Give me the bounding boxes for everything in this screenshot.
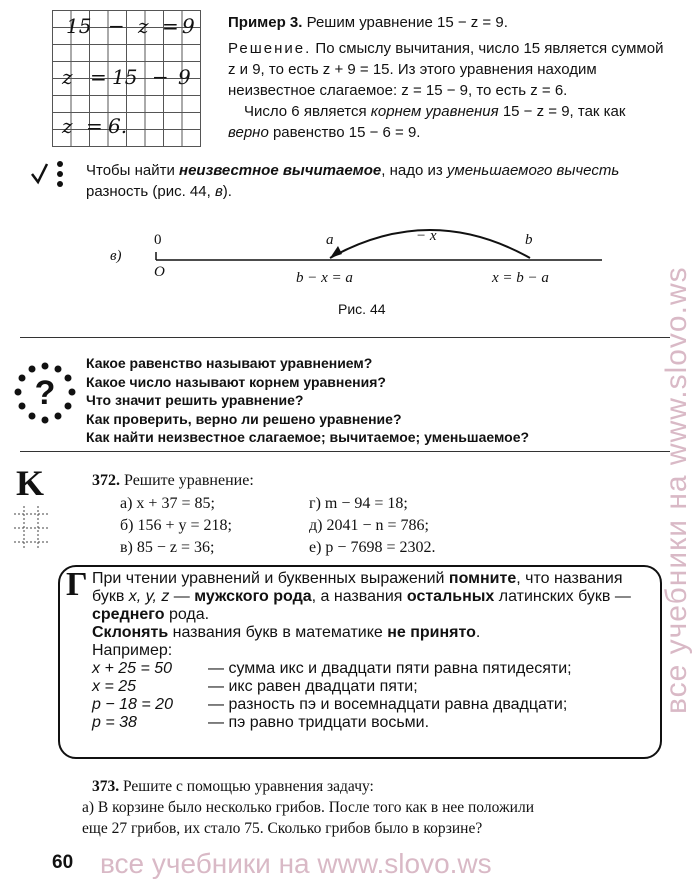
zero-label: 0 bbox=[154, 232, 162, 248]
hw-eq2: = bbox=[90, 65, 107, 89]
hw-15b: 15 bbox=[112, 65, 138, 89]
root-text-c: 15 − z = 9, так как bbox=[498, 103, 626, 120]
example-title: Пример 3. bbox=[228, 14, 303, 31]
hw-z2: z bbox=[62, 65, 73, 89]
check-rule-icon bbox=[30, 156, 70, 196]
hw-eq3: = bbox=[86, 114, 103, 138]
watermark-side: все учебники на www.slovo.ws bbox=[660, 266, 693, 714]
hw-9: 9 bbox=[182, 14, 195, 38]
notebook-grid bbox=[52, 10, 201, 147]
hw-15: 15 bbox=[66, 14, 92, 38]
equation-f: е) p − 7698 = 2302. bbox=[309, 539, 436, 556]
example-heading: Например: bbox=[92, 642, 173, 659]
svg-text:?: ? bbox=[34, 374, 56, 412]
question-item: Какое число называют корнем уравнения? bbox=[86, 373, 386, 390]
example-3 bbox=[228, 12, 668, 143]
rule-minuend: уменьшаемого вычесть bbox=[446, 162, 620, 179]
hw-6: 6. bbox=[108, 114, 128, 138]
question-item: Как найти неизвестное слагаемое; вычитаемое; уменьшаемое? bbox=[86, 429, 530, 445]
solution-text: По смыслу вычитания, число 15 является суммой z и 9, то есть z + 9 = 15. Из этого уравнения находим неизвестное слагаемое: z = 15 − 9, то есть z = 6. bbox=[228, 40, 664, 99]
figure-44-number-line bbox=[110, 222, 630, 297]
rule-term: неизвестное вычитаемое bbox=[179, 162, 382, 179]
g-marker-icon: Г bbox=[66, 566, 88, 603]
grammar-note-text: При чтении уравнений и буквенных выражений помните, что названия букв x, y, z — мужского рода, а названия остальных латинских букв — среднего рода. Склонять названия букв в математике не принято. Например: x + 25 = 50 — сумма икс и двадцати пяти равна пятидесяти; x = 25 — икс равен двадцати пяти; p − 18 = 20 — разность пэ и восемнадцати равна двадцати; p = 38 — пэ равно тридцати восьми. bbox=[92, 570, 652, 732]
equation-c: в) 85 − z = 36; bbox=[120, 539, 215, 556]
eq-right-label: x = b − a bbox=[492, 270, 549, 286]
equation-a: а) x + 37 = 85; bbox=[120, 495, 215, 512]
divider-bottom bbox=[20, 451, 670, 452]
exercise-372-heading: 372. Решите уравнение: bbox=[92, 472, 254, 489]
figure-label: в) bbox=[110, 248, 122, 264]
reading-example: p − 18 = 20 — разность пэ и восемнадцати равна двадцати; bbox=[92, 696, 568, 713]
reading-example: p = 38 — пэ равно тридцати восьми. bbox=[92, 714, 430, 731]
question-icon bbox=[14, 362, 76, 424]
watermark-bottom: все учебники на www.slovo.ws bbox=[100, 848, 492, 879]
task-line-1: а) В корзине было несколько грибов. После того как в нее положили bbox=[82, 799, 534, 816]
page-number: 60 bbox=[52, 852, 74, 873]
point-a-label: a bbox=[326, 232, 334, 248]
solution-word: Решение. bbox=[228, 40, 312, 57]
equation-e: д) 2041 − n = 786; bbox=[309, 517, 429, 534]
question-item: Что значит решить уравнение? bbox=[86, 392, 304, 408]
eq-left-label: b − x = a bbox=[296, 270, 353, 286]
subtrahend-rule: Чтобы найти неизвестное вычитаемое, надо из уменьшаемого вычесть разность (рис. 44, в). bbox=[86, 162, 620, 200]
figure-caption: Рис. 44 bbox=[338, 301, 386, 317]
root-term: корнем уравнения bbox=[370, 103, 499, 120]
hw-eq: = bbox=[162, 14, 179, 38]
hw-minus2: − bbox=[152, 65, 169, 89]
task-line-2: еще 27 грибов, их стало 75. Сколько грибов было в корзине? bbox=[82, 820, 483, 837]
review-questions bbox=[86, 354, 666, 447]
root-text-e: равенство 15 − 6 = 9. bbox=[268, 124, 421, 141]
equation-b: б) 156 + y = 218; bbox=[120, 517, 232, 534]
point-b-label: b bbox=[525, 232, 533, 248]
exercise-373: 373. Решите с помощью уравнения задачу: а) В корзине было несколько грибов. После того как в нее положили еще 27 грибов, их стало 75. Сколько грибов было в корзине? bbox=[92, 776, 672, 839]
hw-z: z bbox=[138, 14, 149, 38]
hw-z3: z bbox=[62, 114, 73, 138]
hw-minus: − bbox=[108, 14, 125, 38]
exercise-372-col1 bbox=[120, 493, 232, 559]
hw-9b: 9 bbox=[178, 65, 191, 89]
divider-top bbox=[20, 337, 670, 338]
origin-label: O bbox=[154, 264, 165, 280]
k-marker-icon: K bbox=[16, 463, 45, 503]
question-item: Какое равенство называют уравнением? bbox=[86, 355, 373, 371]
arc-label: − x bbox=[416, 228, 437, 244]
root-true: верно bbox=[228, 124, 269, 141]
reading-example: x + 25 = 50 — сумма икс и двадцати пяти равна пятидесяти; bbox=[92, 660, 572, 677]
exercise-372-col2 bbox=[309, 493, 435, 559]
example-title-rest: Решим уравнение 15 − z = 9. bbox=[302, 14, 508, 31]
question-item: Как проверить, верно ли решено уравнение? bbox=[86, 410, 402, 427]
reading-example: x = 25 — икс равен двадцати пяти; bbox=[92, 678, 418, 695]
root-text-a: Число 6 является bbox=[244, 103, 371, 120]
equation-d: г) m − 94 = 18; bbox=[309, 495, 408, 512]
